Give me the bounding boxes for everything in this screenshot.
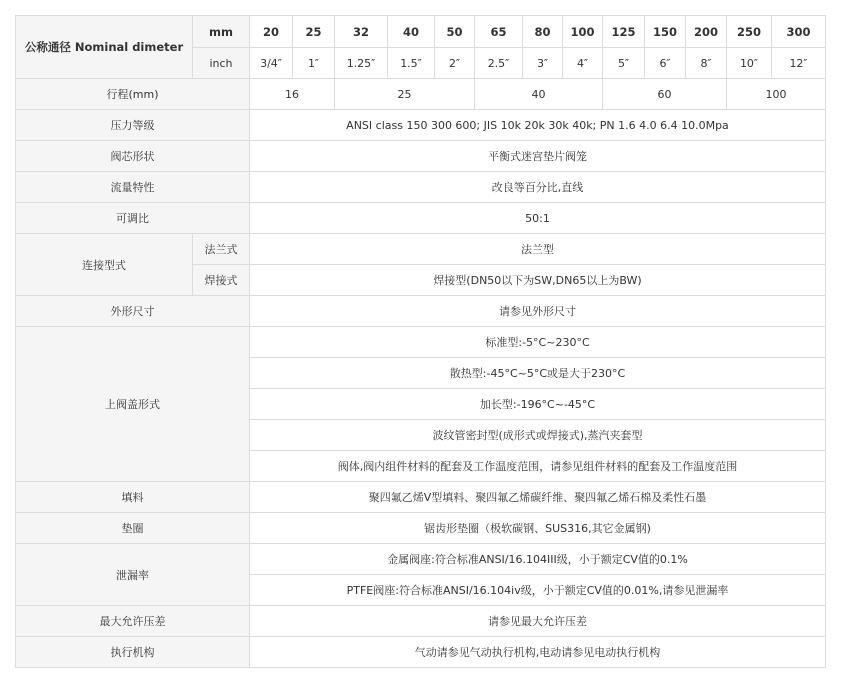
max-pressure-label: 最大允许压差: [16, 606, 250, 637]
valve-spec-table: [15, 15, 826, 668]
bonnet-label: 上阀盖形式: [16, 327, 250, 482]
dimensions-value: 请参见外形尺寸: [250, 296, 826, 327]
mm-size-cell: 32: [335, 16, 388, 48]
mm-size-cell: 40: [388, 16, 435, 48]
mm-size-cell: 200: [686, 16, 727, 48]
stroke-value: 60: [603, 79, 727, 110]
packing-row: [16, 482, 826, 513]
mm-size-cell: 125: [603, 16, 645, 48]
inch-size-cell: 1.25″: [335, 48, 388, 79]
mm-size-cell: 150: [645, 16, 686, 48]
inch-size-cell: 3″: [523, 48, 563, 79]
bonnet-value: 标准型:-5°C~230°C: [250, 327, 826, 358]
gasket-label: 垫圈: [16, 513, 250, 544]
inch-size-cell: 12″: [772, 48, 826, 79]
inch-unit-label: inch: [193, 48, 250, 79]
flange-label: 法兰式: [193, 234, 250, 265]
gasket-row: [16, 513, 826, 544]
header-row-mm: [16, 16, 826, 48]
stroke-value: 25: [335, 79, 475, 110]
mm-size-cell: 100: [563, 16, 603, 48]
rangeability-value: 50:1: [250, 203, 826, 234]
flow-value: 改良等百分比,直线: [250, 172, 826, 203]
core-value: 平衡式迷宫垫片阀笼: [250, 141, 826, 172]
packing-label: 填料: [16, 482, 250, 513]
inch-size-cell: 2.5″: [475, 48, 523, 79]
inch-size-cell: 1″: [293, 48, 335, 79]
stroke-value: 40: [475, 79, 603, 110]
mm-size-cell: 50: [435, 16, 475, 48]
leakage-row: [16, 544, 826, 575]
weld-value: 焊接型(DN50以下为SW,DN65以上为BW): [250, 265, 826, 296]
leakage-value: 金属阀座:符合标准ANSI/16.104III级，小于额定CV值的0.1%: [250, 544, 826, 575]
pressure-row: [16, 110, 826, 141]
flow-row: [16, 172, 826, 203]
connection-label: 连接型式: [16, 234, 193, 296]
stroke-value: 100: [727, 79, 826, 110]
dimensions-row: [16, 296, 826, 327]
mm-size-cell: 25: [293, 16, 335, 48]
max-pressure-value: 请参见最大允许压差: [250, 606, 826, 637]
mm-size-cell: 300: [772, 16, 826, 48]
weld-label: 焊接式: [193, 265, 250, 296]
bonnet-row: [16, 327, 826, 358]
inch-size-cell: 2″: [435, 48, 475, 79]
stroke-row: [16, 79, 826, 110]
mm-size-cell: 20: [250, 16, 293, 48]
dimensions-label: 外形尺寸: [16, 296, 250, 327]
pressure-label: 压力等级: [16, 110, 250, 141]
max-pressure-row: [16, 606, 826, 637]
inch-size-cell: 5″: [603, 48, 645, 79]
flange-value: 法兰型: [250, 234, 826, 265]
inch-size-cell: 1.5″: [388, 48, 435, 79]
mm-unit-label: mm: [193, 16, 250, 48]
leakage-value: PTFE阀座:符合标准ANSI/16.104iv级，小于额定CV值的0.01%,请参见泄漏率: [250, 575, 826, 606]
inch-size-cell: 6″: [645, 48, 686, 79]
connection-row-flange: [16, 234, 826, 265]
bonnet-value: 阀体,阀内组件材料的配套及工作温度范围，请参见组件材料的配套及工作温度范围: [250, 451, 826, 482]
inch-size-cell: 3/4″: [250, 48, 293, 79]
flow-label: 流量特性: [16, 172, 250, 203]
spec-table-container: [15, 15, 826, 668]
inch-size-cell: 8″: [686, 48, 727, 79]
actuator-label: 执行机构: [16, 637, 250, 668]
stroke-label: 行程(mm): [16, 79, 250, 110]
stroke-value: 16: [250, 79, 335, 110]
packing-value: 聚四氟乙烯V型填料、聚四氟乙烯碳纤维、聚四氟乙烯石棉及柔性石墨: [250, 482, 826, 513]
gasket-value: 锯齿形垫圈（极软碳钢、SUS316,其它金属钢): [250, 513, 826, 544]
inch-size-cell: 4″: [563, 48, 603, 79]
bonnet-value: 散热型:-45°C~5°C或是大于230°C: [250, 358, 826, 389]
core-row: [16, 141, 826, 172]
pressure-value: ANSI class 150 300 600; JIS 10k 20k 30k 40k; PN 1.6 4.0 6.4 10.0Mpa: [250, 110, 826, 141]
inch-size-cell: 10″: [727, 48, 772, 79]
leakage-label: 泄漏率: [16, 544, 250, 606]
rangeability-row: [16, 203, 826, 234]
actuator-row: [16, 637, 826, 668]
mm-size-cell: 65: [475, 16, 523, 48]
mm-size-cell: 80: [523, 16, 563, 48]
nominal-diameter-label: 公称通径 Nominal dimeter: [16, 16, 193, 79]
rangeability-label: 可调比: [16, 203, 250, 234]
bonnet-value: 加长型:-196°C~-45°C: [250, 389, 826, 420]
core-label: 阀芯形状: [16, 141, 250, 172]
mm-size-cell: 250: [727, 16, 772, 48]
actuator-value: 气动请参见气动执行机构,电动请参见电动执行机构: [250, 637, 826, 668]
bonnet-value: 波纹管密封型(成形式或焊接式),蒸汽夹套型: [250, 420, 826, 451]
